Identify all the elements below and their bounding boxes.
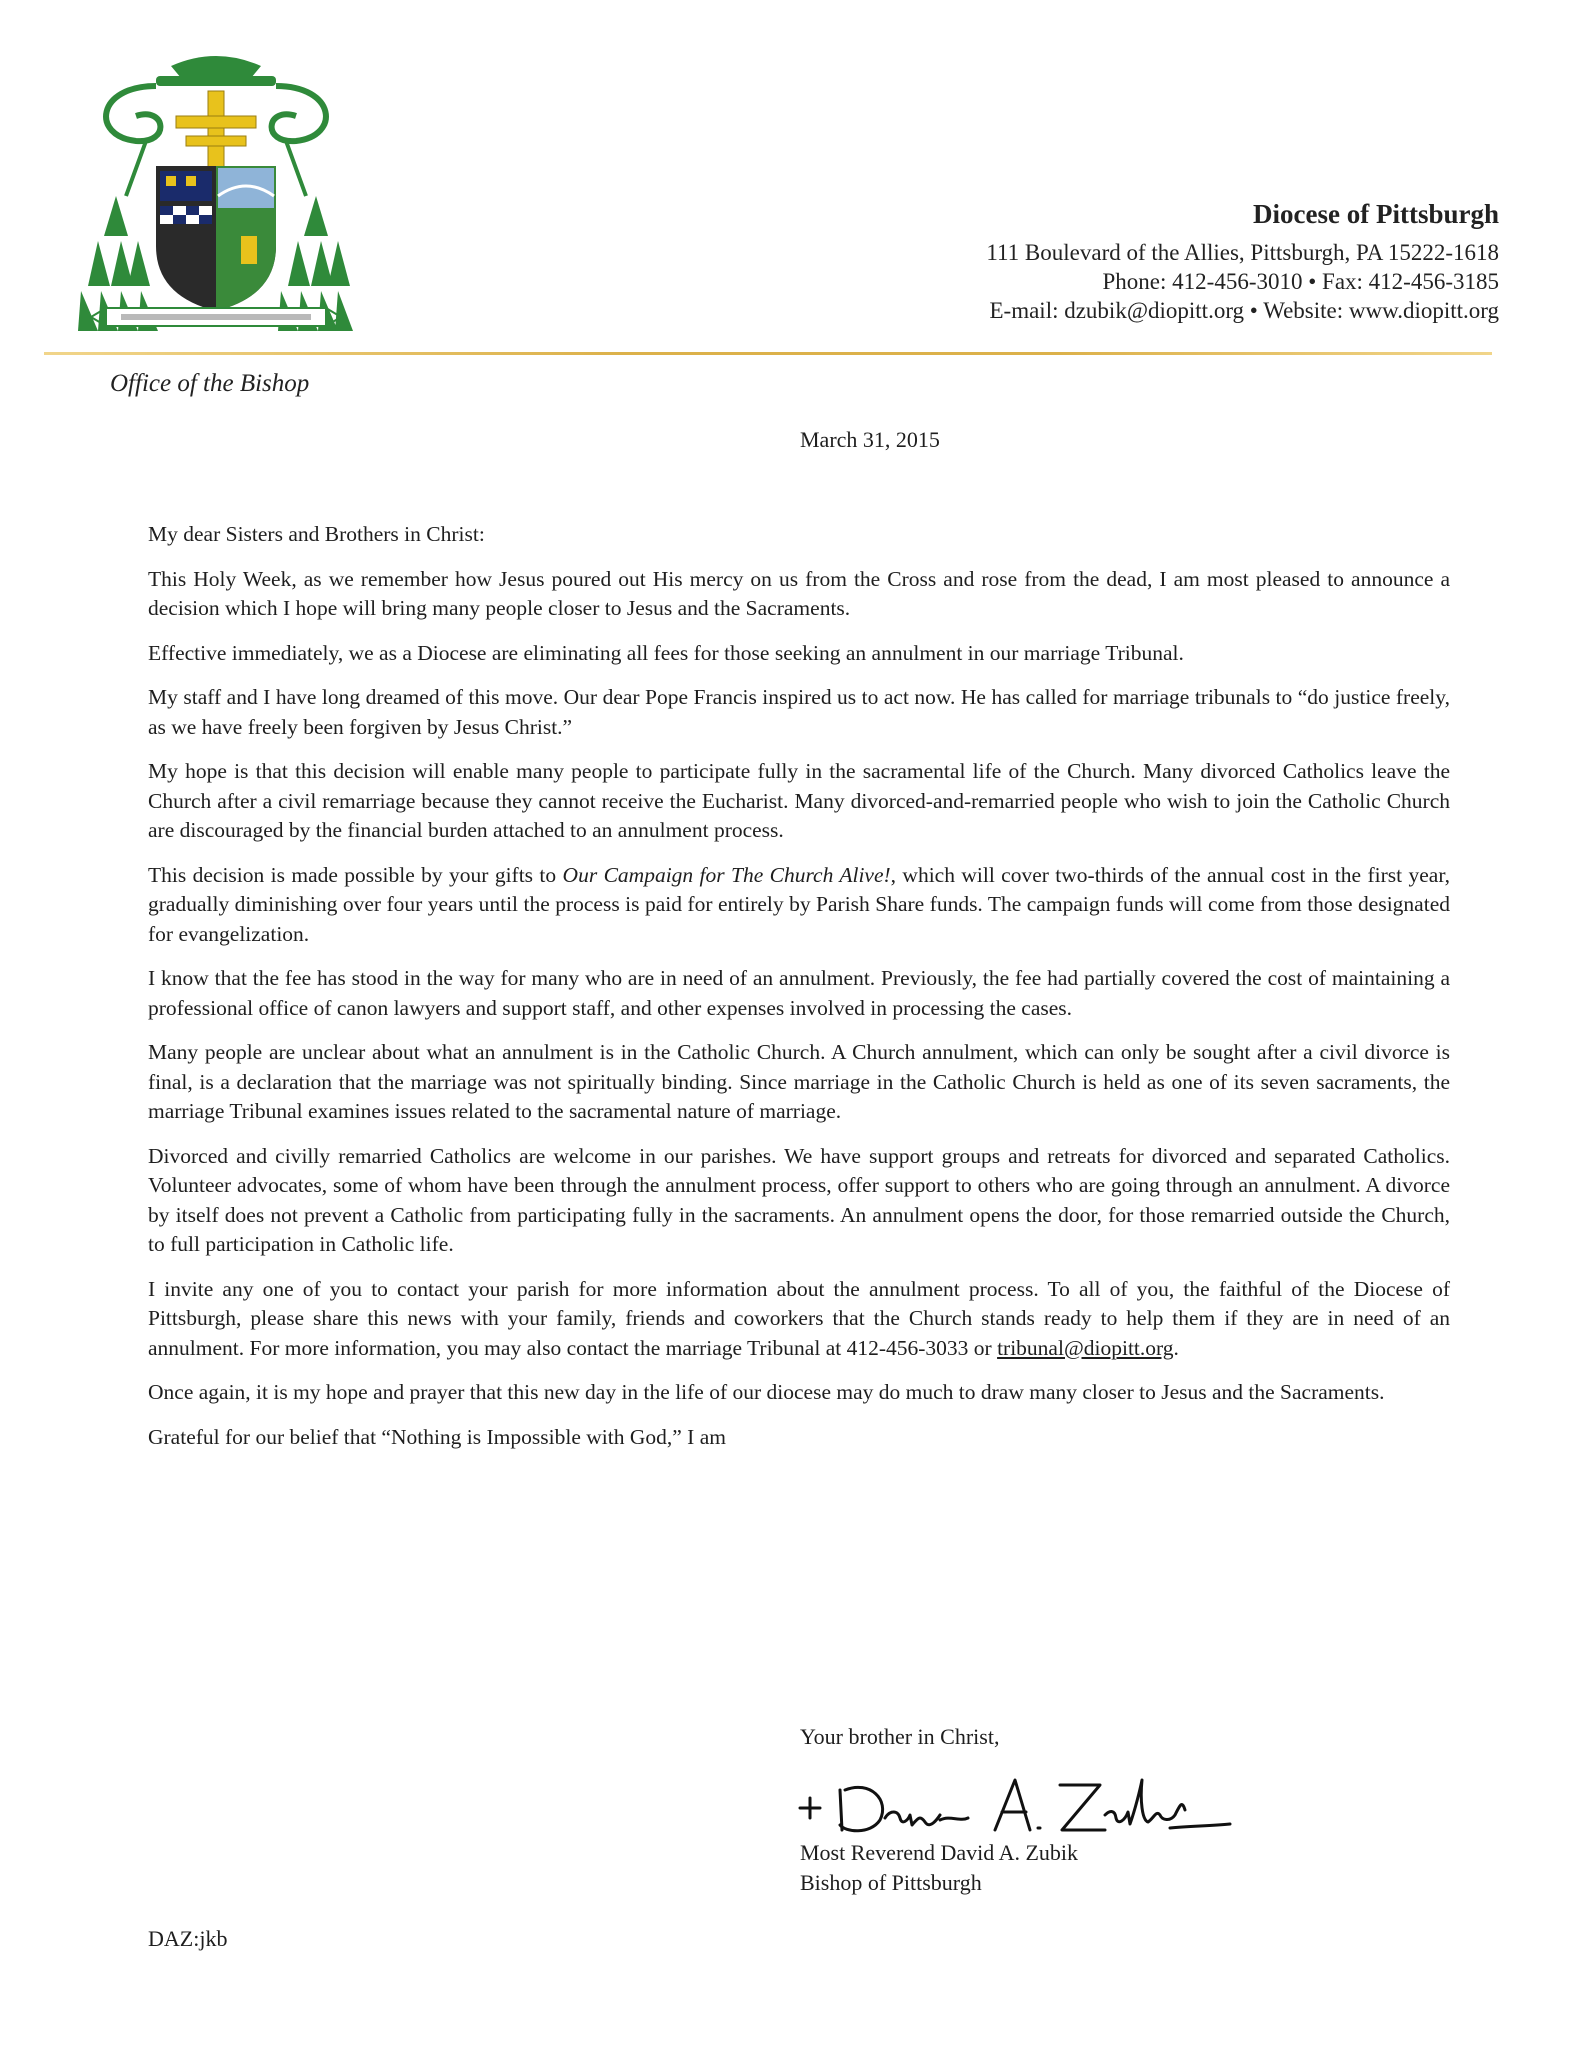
address-line: 111 Boulevard of the Allies, Pittsburgh, PA 15222-1618 — [986, 240, 1499, 265]
paragraph-3: My staff and I have long dreamed of this move. Our dear Pope Francis inspired us to act now. He has called for marriage tribunals to “do justice freely, as we have freely been forgiven by Jesus Christ.” — [148, 685, 1450, 739]
paragraph-6: I know that the fee has stood in the way for many who are in need of an annulment. Previously, the fee had partially covered the cost of maintaining a professional office of canon lawyers and support staff, and other expenses involved in processing the cases. — [148, 966, 1450, 1020]
email-website-line: E-mail: dzubik@diopitt.org • Website: www.diopitt.org — [989, 298, 1499, 323]
paragraph-9-text-a: I invite any one of you to contact your parish for more information about the annulment process. To all of you, the faithful of the Diocese of Pittsburgh, please share this news with your family, friends and coworkers that the Church stands ready to help them if they are in need of an annulment. For more information, you may also contact the marriage Tribunal at 412-456-3033 or — [148, 1276, 1450, 1360]
reference-initials: DAZ:jkb — [148, 1926, 228, 1951]
diocese-crest-logo — [76, 46, 356, 346]
header-divider — [44, 352, 1492, 355]
paragraph-10: Once again, it is my hope and prayer that this new day in the life of our diocese may do much to draw many closer to Jesus and the Sacraments. — [148, 1380, 1385, 1404]
letterhead — [986, 198, 1499, 325]
office-title: Office of the Bishop — [110, 370, 310, 397]
letter-date: March 31, 2015 — [800, 427, 940, 452]
paragraph-1: This Holy Week, as we remember how Jesus poured out His mercy on us from the Cross and rose from the dead, I am most pleased to announce a decision which I hope will bring many people closer to Jesus and the Sacraments. — [148, 566, 1450, 620]
paragraph-9 — [148, 1275, 1450, 1364]
campaign-name: Our Campaign for The Church Alive! — [562, 862, 891, 887]
paragraph-7: Many people are unclear about what an annulment is in the Catholic Church. A Church annulment, which can only be sought after a civil divorce is final, is a declaration that the marriage was not spiritually binding. Since marriage in the Catholic Church is held as one of its seven sacraments, the marriage Tribunal examines issues related to the sacramental nature of marriage. — [148, 1040, 1450, 1123]
signer-block — [800, 1838, 1078, 1898]
paragraph-9-text-b: . — [1173, 1335, 1179, 1360]
salutation: My dear Sisters and Brothers in Christ: — [148, 522, 485, 546]
signature-image — [790, 1760, 1240, 1850]
paragraph-11: Grateful for our belief that “Nothing is Impossible with God,” I am — [148, 1424, 726, 1449]
phone-fax-line: Phone: 412-456-3010 • Fax: 412-456-3185 — [1102, 269, 1499, 294]
paragraph-5-text-a: This decision is made possible by your gifts to — [148, 862, 563, 887]
closing: Your brother in Christ, — [800, 1724, 1000, 1749]
signer-name: Most Reverend David A. Zubik — [800, 1840, 1079, 1865]
signer-title: Bishop of Pittsburgh — [800, 1870, 982, 1895]
organization-name: Diocese of Pittsburgh — [1253, 199, 1499, 229]
paragraph-2: Effective immediately, we as a Diocese are eliminating all fees for those seeking an annulment in our marriage Tribunal. — [148, 640, 1184, 665]
paragraph-5 — [148, 861, 1450, 950]
paragraph-4: My hope is that this decision will enable many people to participate fully in the sacramental life of the Church. Many divorced Catholics leave the Church after a civil remarriage because they cannot receive the Eucharist. Many divorced-and-remarried people who wish to join the Catholic Church are discouraged by the financial burden attached to an annulment process. — [148, 759, 1450, 842]
paragraph-5-text-b: , which will cover two-thirds of the annual cost in the first year, gradually diminishing over four years until the process is paid for entirely by Parish Share funds. The campaign funds will come from those designated for evangelization. — [148, 862, 1450, 946]
tribunal-email-link[interactable]: tribunal@diopitt.org — [997, 1335, 1174, 1360]
letter-body — [148, 520, 1450, 1467]
paragraph-8: Divorced and civilly remarried Catholics are welcome in our parishes. We have support groups and retreats for divorced and separated Catholics. Volunteer advocates, some of whom have been through the annulment process, offer support to others who are going through an annulment. A divorce by itself does not prevent a Catholic from participating fully in the sacraments. An annulment opens the door, for those remarried outside the Church, to full participation in Catholic life. — [148, 1143, 1450, 1256]
